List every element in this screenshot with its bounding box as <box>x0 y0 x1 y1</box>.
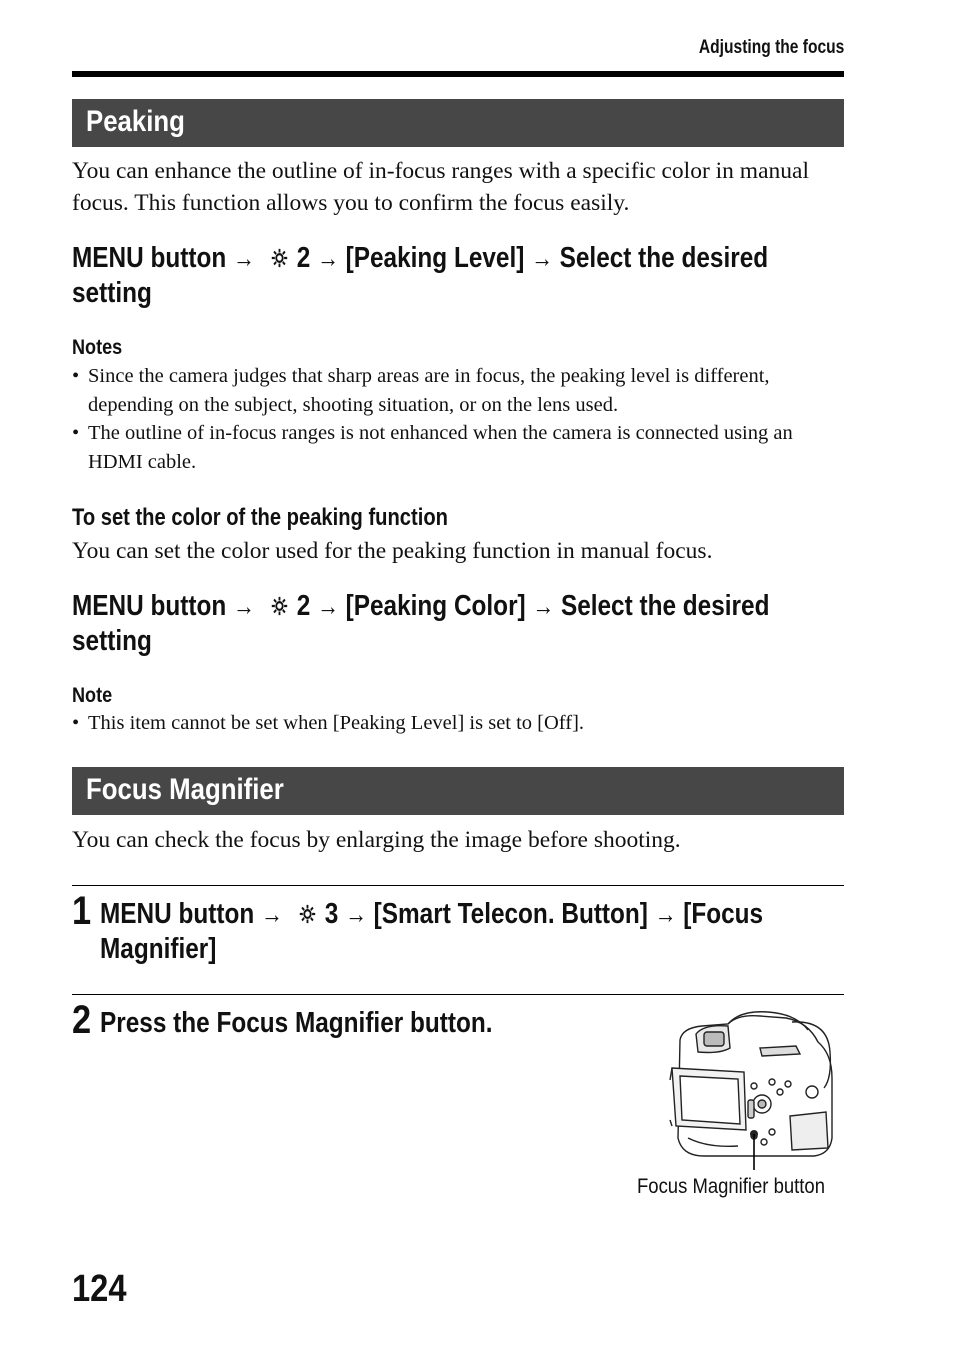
peaking-intro: You can enhance the outline of in-focus ranges with a specific color in manual focus. This function allows you to confirm the focus easily. <box>72 158 809 216</box>
note-item: • The outline of in-focus ranges is not enhanced when the camera is connected using an HDMI cable. <box>72 422 793 473</box>
camera-illustration <box>668 1008 840 1173</box>
arrow-icon: → <box>317 591 339 621</box>
step-2-text: Press the Focus Magnifier button. <box>100 1007 493 1039</box>
arrow-icon: → <box>345 899 367 929</box>
menu-item: [Smart Telecon. Button] <box>373 898 648 930</box>
step-rule <box>72 885 844 886</box>
menu-path-peaking-color <box>72 589 862 659</box>
menu-action: Select the desired setting <box>72 242 769 309</box>
gear-icon <box>270 247 288 269</box>
notes-heading: Notes <box>72 336 123 359</box>
section-bar-peaking <box>72 99 844 147</box>
subheading-peaking-color: To set the color of the peaking function <box>72 504 448 531</box>
running-header: Adjusting the focus <box>698 37 844 58</box>
menu-item: [Peaking Color] <box>345 590 526 622</box>
arrow-icon: → <box>532 591 555 621</box>
tab-number: 2 <box>296 590 311 622</box>
tab-number: 2 <box>296 242 311 274</box>
section-title: Focus Magnifier <box>86 773 284 806</box>
step-1-text <box>100 897 860 967</box>
arrow-icon: → <box>232 243 255 273</box>
menu-item: [Peaking Level] <box>345 242 525 274</box>
arrow-icon: → <box>232 591 255 621</box>
arrow-icon: → <box>654 899 677 929</box>
menu-action: [Focus Magnifier] <box>100 898 764 965</box>
step-number: 2 <box>72 998 92 1042</box>
arrow-icon: → <box>317 243 339 273</box>
arrow-icon: → <box>531 243 553 273</box>
note-item: • This item cannot be set when [Peaking Level] is set to [Off]. <box>72 712 585 734</box>
section-title: Peaking <box>86 105 185 138</box>
peaking-color-text: You can set the color used for the peaking function in manual focus. <box>72 538 713 564</box>
menu-button-label: MENU button <box>72 590 227 622</box>
header-rule <box>72 71 844 77</box>
step-number: 1 <box>72 889 92 933</box>
page-number: 124 <box>72 1268 127 1310</box>
gear-icon <box>270 595 288 617</box>
arrow-icon: → <box>260 899 283 929</box>
tab-number: 3 <box>324 898 339 930</box>
note-heading: Note <box>72 684 113 707</box>
illustration-caption: Focus Magnifier button <box>637 1175 825 1198</box>
menu-button-label: MENU button <box>100 898 255 930</box>
gear-icon <box>298 903 316 925</box>
note-item: • Since the camera judges that sharp areas are in focus, the peaking level is different, depending on the subject, shooting situation, or on the lens used. <box>72 365 770 416</box>
section-bar-focus-magnifier <box>72 767 844 815</box>
step-rule <box>72 994 844 995</box>
menu-path-peaking-level <box>72 241 862 311</box>
menu-action: Select the desired setting <box>72 590 770 657</box>
focus-magnifier-intro: You can check the focus by enlarging the image before shooting. <box>72 827 681 853</box>
menu-button-label: MENU button <box>72 242 227 274</box>
